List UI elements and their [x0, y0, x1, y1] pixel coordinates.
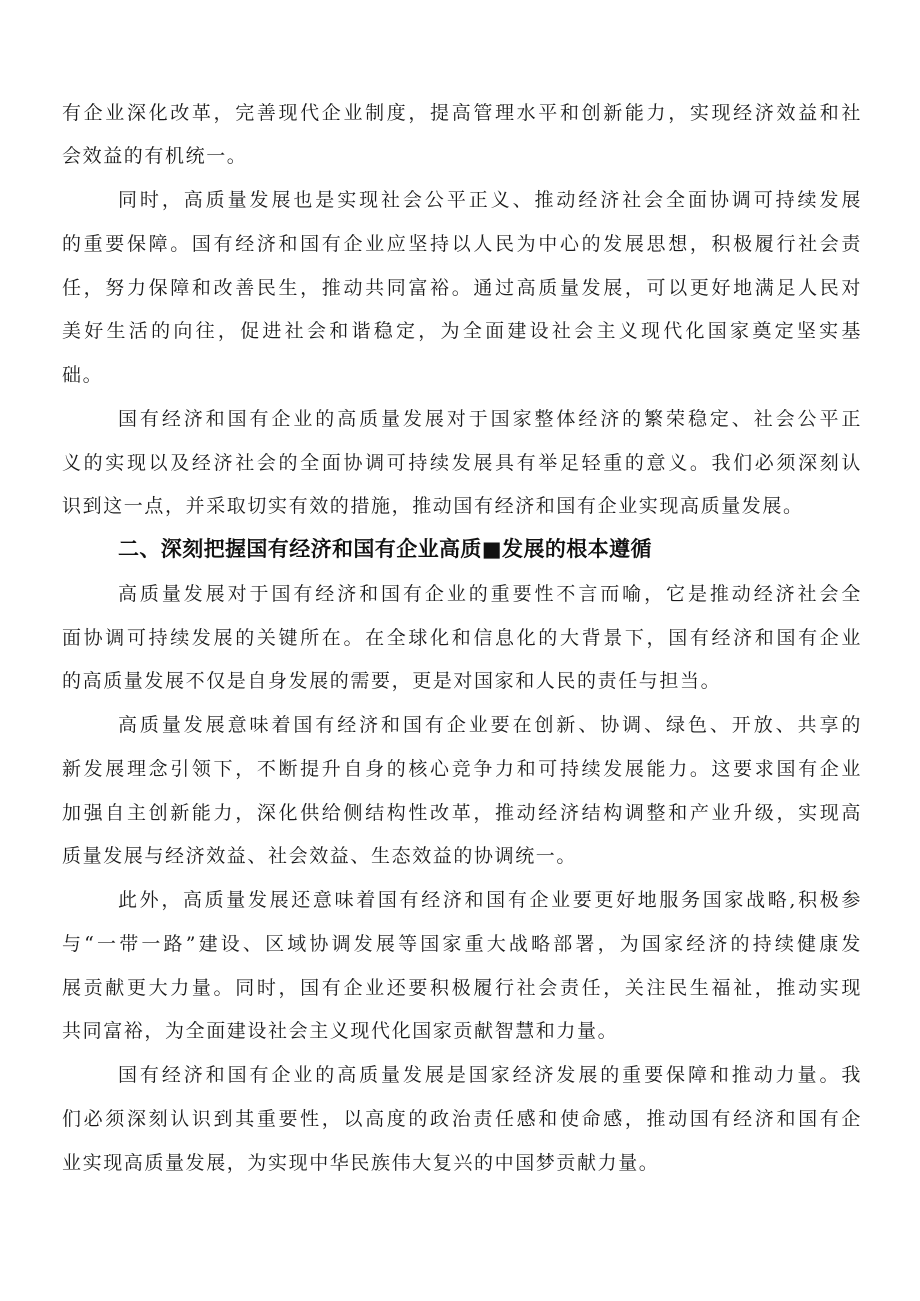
paragraph-line: 同时，高质量发展也是实现社会公平正义、推动经济社会全面协调可持续发展	[118, 189, 862, 211]
paragraph-line: 质量发展与经济效益、社会效益、生态效益的协调统一。	[62, 845, 578, 867]
paragraph-line: 高质量发展对于国有经济和国有企业的重要性不言而喻，它是推动经济社会全	[118, 583, 862, 605]
paragraph-line: 展贡献更大力量。同时，国有企业还要积极履行社会责任，关注民生福祉，推动实现	[62, 977, 862, 999]
paragraph-line: 任，努力保障和改善民生，推动共同富裕。通过高质量发展，可以更好地满足人民对	[62, 277, 862, 299]
paragraph-line: 加强自主创新能力，深化供给侧结构性改革，推动经济结构调整和产业升级，实现高	[62, 802, 862, 824]
paragraph-line: 高质量发展意味着国有经济和国有企业要在创新、协调、绿色、开放、共享的	[118, 714, 862, 736]
paragraph-line: 共同富裕，为全面建设社会主义现代化国家贡献智慧和力量。	[62, 1020, 619, 1042]
paragraph-line: 会效益的有机统一。	[62, 145, 248, 167]
paragraph-line: 的重要保障。国有经济和国有企业应坚持以人民为中心的发展思想，积极履行社会责	[62, 233, 862, 255]
paragraph-line: 国有经济和国有企业的高质量发展是国家经济发展的重要保障和推动力量。我	[118, 1064, 862, 1086]
paragraph-line: 国有经济和国有企业的高质量发展对于国家整体经济的繁荣稳定、社会公平正	[118, 408, 862, 430]
paragraph-line: 业实现高质量发展，为实现中华民族伟大复兴的中国梦贡献力量。	[62, 1152, 660, 1174]
paragraph-line: 础。	[62, 364, 104, 386]
paragraph-line: 的高质量发展不仅是自身发展的需要，更是对国家和人民的责任与担当。	[62, 670, 722, 692]
paragraph-line: 新发展理念引领下，不断提升自身的核心竞争力和可持续发展能力。这要求国有企业	[62, 758, 862, 780]
paragraph-line: 有企业深化改革，完善现代企业制度，提高管理水平和创新能力，实现经济效益和社	[62, 102, 862, 124]
paragraph-line: 与“一带一路”建设、区域协调发展等国家重大战略部署，为国家经济的持续健康发	[62, 933, 862, 955]
paragraph-line: 义的实现以及经济社会的全面协调可持续发展具有举足轻重的意义。我们必须深刻认	[62, 452, 862, 474]
paragraph-line: 美好生活的向往，促进社会和谐稳定，为全面建设社会主义现代化国家奠定坚实基	[62, 320, 862, 342]
paragraph-line: 识到这一点，并采取切实有效的措施，推动国有经济和国有企业实现高质量发展。	[62, 495, 804, 517]
paragraph-line: 们必须深刻认识到其重要性，以高度的政治责任感和使命感，推动国有经济和国有企	[62, 1108, 862, 1130]
paragraph-line: 面协调可持续发展的关键所在。在全球化和信息化的大背景下，国有经济和国有企业	[62, 627, 862, 649]
section-heading: 二、深刻把握国有经济和国有企业高质■发展的根本遵循	[118, 537, 652, 561]
paragraph-line: 此外，高质量发展还意味着国有经济和国有企业要更好地服务国家战略,积极参	[118, 889, 862, 911]
